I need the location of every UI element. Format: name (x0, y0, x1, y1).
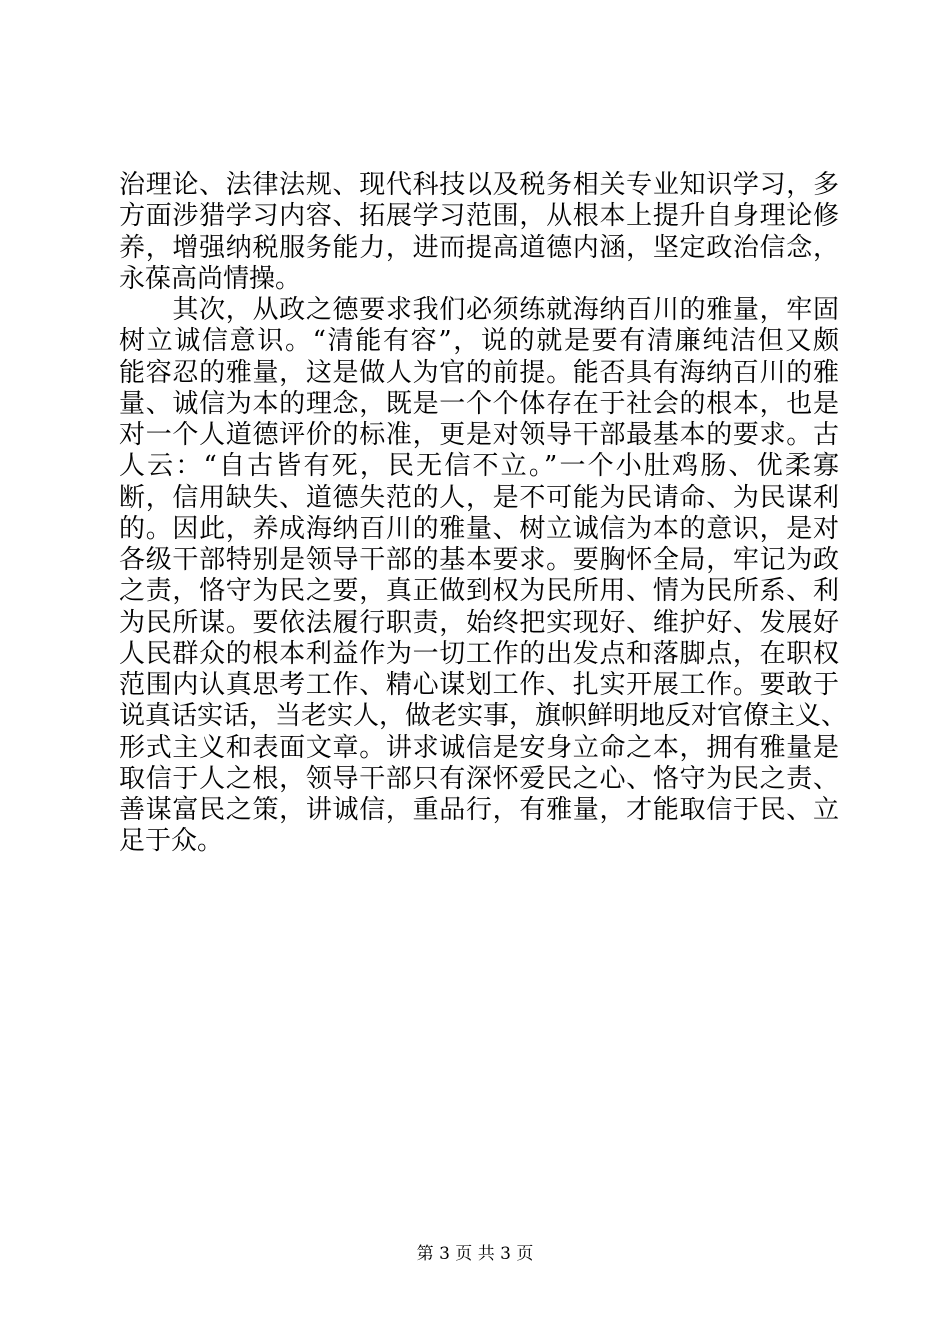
text-line: 其次，从政之德要求我们必须练就海纳百川的雅量，牢固 (119, 295, 839, 325)
text-line: 永葆高尚情操。 (119, 263, 302, 294)
text-line: 之责，恪守为民之要，真正做到权为民所用、情为民所系、利 (119, 576, 839, 607)
text-line: 量、诚信为本的理念，既是一个个体存在于社会的根本，也是 (119, 388, 839, 419)
text-line: 为民所谋。要依法履行职责，始终把实现好、维护好、发展好 (119, 607, 839, 638)
text-line: 足于众。 (119, 826, 224, 857)
body-text (119, 170, 848, 858)
text-line: 说真话实话，当老实人，做老实事，旗帜鲜明地反对官僚主义、 (119, 701, 848, 732)
text-line: 方面涉猎学习内容、拓展学习范围，从根本上提升自身理论修 (119, 201, 839, 232)
text-line: 养，增强纳税服务能力，进而提高道德内涵，坚定政治信念， (119, 232, 839, 263)
text-line: 人民群众的根本利益作为一切工作的出发点和落脚点，在职权 (119, 638, 839, 669)
text-line: 善谋富民之策，讲诚信，重品行，有雅量，才能取信于民、立 (119, 795, 839, 825)
text-line: 树立诚信意识。“清能有容”，说的就是要有清廉纯洁但又颇 (119, 326, 839, 357)
text-line: 对一个人道德评价的标准，更是对领导干部最基本的要求。古 (119, 420, 839, 450)
page-footer: 第 3 页 共 3 页 (416, 1244, 534, 1264)
text-line: 形式主义和表面文章。讲求诚信是安身立命之本，拥有雅量是 (119, 732, 839, 763)
text-line: 断，信用缺失、道德失范的人，是不可能为民请命、为民谋利 (119, 482, 839, 513)
text-line: 治理论、法律法规、现代科技以及税务相关专业知识学习，多 (119, 170, 839, 200)
text-line: 各级干部特别是领导干部的基本要求。要胸怀全局，牢记为政 (119, 545, 839, 575)
text-line: 人云：“自古皆有死，民无信不立。”一个小肚鸡肠、优柔寡 (119, 451, 839, 482)
text-line: 范围内认真思考工作、精心谋划工作、扎实开展工作。要敢于 (119, 670, 839, 700)
text-line: 能容忍的雅量，这是做人为官的前提。能否具有海纳百川的雅 (119, 357, 839, 388)
text-line: 取信于人之根，领导干部只有深怀爱民之心、恪守为民之责、 (119, 763, 839, 794)
text-line: 的。因此，养成海纳百川的雅量、树立诚信为本的意识，是对 (119, 513, 839, 544)
